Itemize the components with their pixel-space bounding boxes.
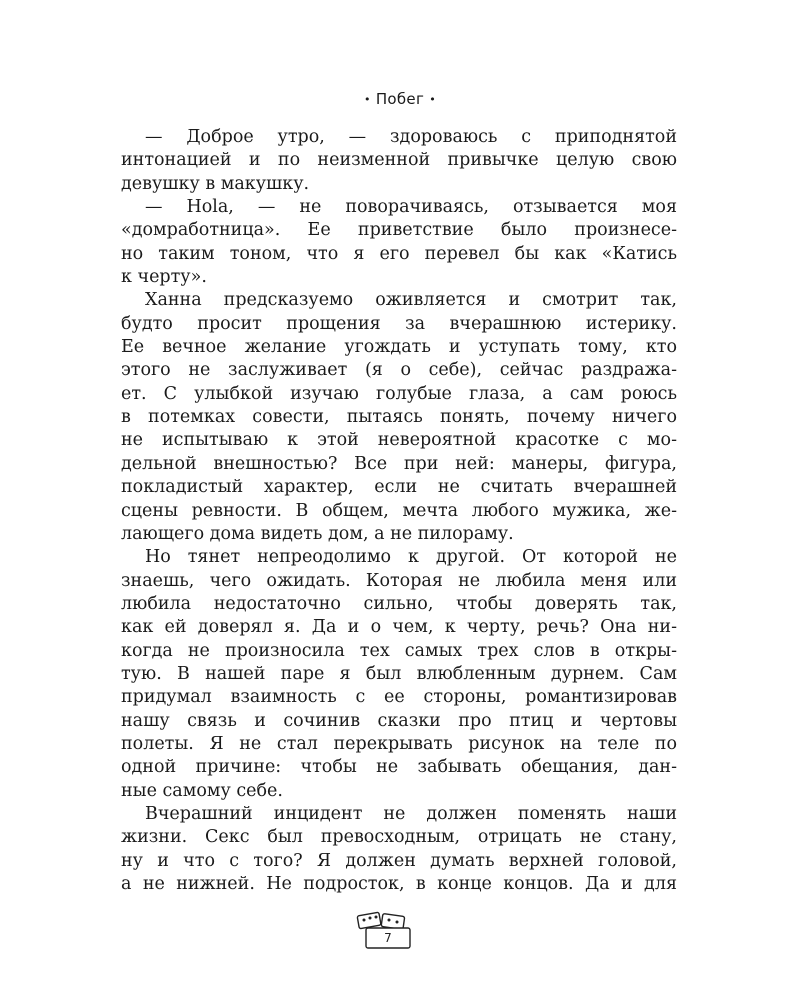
text-line: «домработница». Ее приветствие было произнесе-: [121, 220, 677, 241]
body-text: [121, 126, 677, 896]
header-bullet-left: •: [363, 93, 371, 106]
text-line: — Hola, — не поворачиваясь, отзывается моя: [145, 197, 677, 218]
text-line: в потемках совести, пытаясь понять, почему ничего: [121, 407, 677, 428]
text-line: ные самому себе.: [121, 780, 283, 801]
running-title: Побег: [375, 90, 425, 108]
text-line: а не нижней. Не подросток, в конце концов. Да и для: [121, 874, 677, 894]
text-line: девушку в макушку.: [121, 173, 310, 194]
text-line: одной причине: чтобы не забывать обещания, дан-: [121, 757, 677, 778]
text-line: Но тянет непреодолимо к другой. От которой не: [145, 547, 677, 568]
text-line: дельной внешностью? Все при ней: манеры, фигура,: [121, 453, 677, 474]
text-line: нашу связь и сочинив сказки про птиц и чертовы: [121, 710, 677, 731]
text-line: не испытываю к этой невероятной красотке с мо-: [121, 430, 677, 451]
header-bullet-right: •: [429, 93, 437, 106]
text-line: Ее вечное желание угождать и уступать тому, кто: [121, 337, 677, 358]
text-line: но таким тоном, что я его перевел бы как «Катись: [121, 243, 677, 264]
text-line: покладистый характер, если не считать вчерашней: [121, 477, 677, 498]
text-line: ет. С улыбкой изучаю голубые глаза, а сам роюсь: [121, 383, 677, 404]
text-line: Ханна предсказуемо оживляется и смотрит так,: [145, 290, 677, 311]
page-number-ornament: [352, 908, 416, 950]
text-line: лающего дома видеть дом, а не пилораму.: [121, 523, 514, 544]
text-line: сцены ревности. В общем, мечта любого мужика, же-: [121, 500, 677, 521]
page-number: 7: [384, 931, 392, 945]
text-line: как ей доверял я. Да и о чем, к черту, речь? Она ни-: [121, 617, 677, 638]
text-line: ну и что с того? Я должен думать верхней головой,: [121, 850, 677, 871]
text-line: тую. В нашей паре я был влюбленным дурнем. Сам: [121, 663, 677, 684]
running-header: [0, 90, 800, 108]
text-line: этого не заслуживает (я о себе), сейчас раздража-: [121, 360, 677, 381]
text-line: жизни. Секс был превосходным, отрицать не стану,: [121, 827, 677, 848]
text-line: знаешь, чего ожидать. Которая не любила меня или: [121, 570, 677, 591]
text-line: — Доброе утро, — здороваюсь с приподнятой: [145, 127, 677, 147]
text-line: Вчерашний инцидент не должен поменять наши: [145, 803, 677, 824]
text-line: интонацией и по неизменной привычке целую свою: [121, 150, 677, 171]
text-line: любила недостаточно сильно, чтобы доверять так,: [121, 593, 677, 614]
text-line: будто просит прощения за вчерашнюю истерику.: [121, 313, 677, 334]
text-line: к черту».: [121, 267, 207, 288]
text-line: полеты. Я не стал перекрывать рисунок на теле по: [121, 733, 677, 754]
text-line: когда не произносила тех самых трех слов в откры-: [121, 640, 677, 661]
text-line: придумал взаимность с ее стороны, романтизировав: [121, 687, 677, 708]
